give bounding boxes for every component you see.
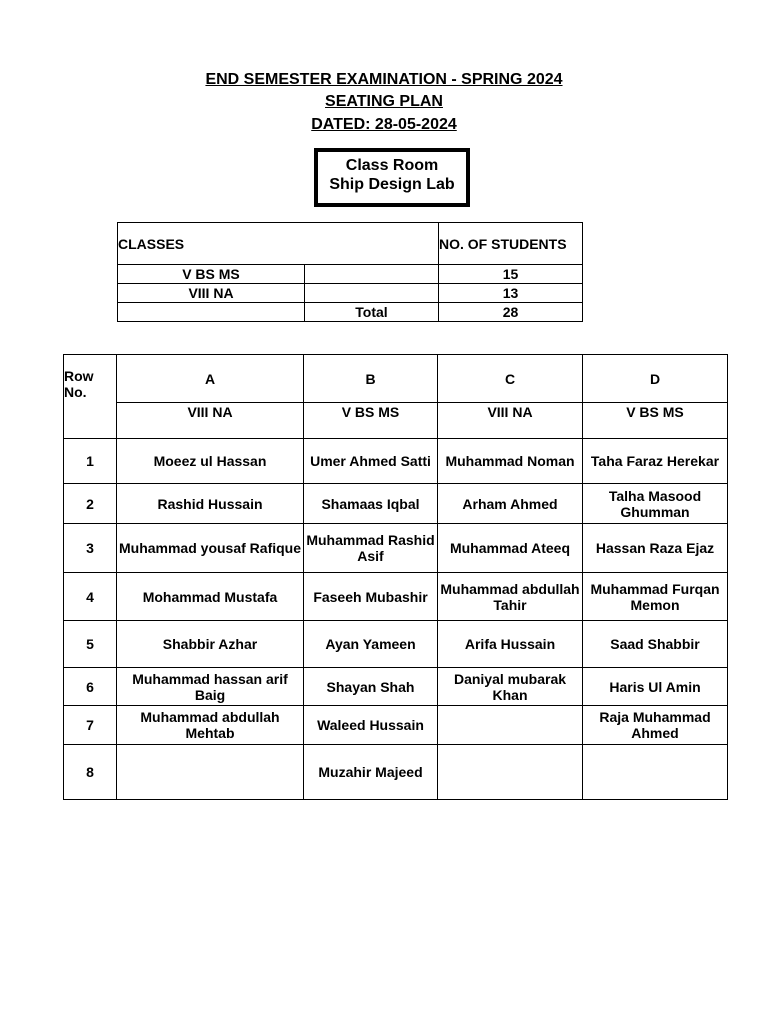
row-number: 8 <box>64 745 117 800</box>
student-cell: Hassan Raza Ejaz <box>583 524 728 573</box>
summary-count: 15 <box>439 265 583 284</box>
student-cell: Arham Ahmed <box>438 484 583 524</box>
class-summary-table <box>117 222 583 322</box>
summary-class: VIII NA <box>118 284 305 303</box>
student-cell <box>583 745 728 800</box>
student-cell: Waleed Hussain <box>304 706 438 745</box>
exam-date: DATED: 28-05-2024 <box>311 116 457 133</box>
student-cell: Raja Muhammad Ahmed <box>583 706 728 745</box>
seating-row <box>64 621 728 668</box>
column-letter: C <box>438 355 583 403</box>
row-number: 6 <box>64 668 117 706</box>
student-cell: Talha Masood Ghumman <box>583 484 728 524</box>
seating-plan-title: SEATING PLAN <box>325 93 443 110</box>
student-cell: Saad Shabbir <box>583 621 728 668</box>
student-cell: Muhammad Rashid Asif <box>304 524 438 573</box>
exam-title: END SEMESTER EXAMINATION - SPRING 2024 <box>205 71 563 88</box>
student-cell: Umer Ahmed Satti <box>304 439 438 484</box>
room-name: Ship Design Lab <box>329 176 455 193</box>
seating-row <box>64 573 728 621</box>
row-no-header: Row No. <box>64 355 117 439</box>
student-cell: Rashid Hussain <box>117 484 304 524</box>
student-cell: Muhammad Noman <box>438 439 583 484</box>
column-class: VIII NA <box>117 403 304 439</box>
student-cell: Muhammad abdullah Tahir <box>438 573 583 621</box>
student-cell <box>438 706 583 745</box>
row-number: 2 <box>64 484 117 524</box>
student-cell: Muhammad Furqan Memon <box>583 573 728 621</box>
classes-header: CLASSES <box>118 223 439 265</box>
column-letter: B <box>304 355 438 403</box>
student-cell: Daniyal mubarak Khan <box>438 668 583 706</box>
student-cell: Muhammad Ateeq <box>438 524 583 573</box>
student-cell: Haris Ul Amin <box>583 668 728 706</box>
room-label: Class Room <box>345 157 439 174</box>
student-cell: Shamaas Iqbal <box>304 484 438 524</box>
student-cell: Muhammad yousaf Rafique <box>117 524 304 573</box>
column-class: VIII NA <box>438 403 583 439</box>
summary-class: V BS MS <box>118 265 305 284</box>
student-cell: Arifa Hussain <box>438 621 583 668</box>
seating-row <box>64 745 728 800</box>
student-cell: Muzahir Majeed <box>304 745 438 800</box>
row-number: 4 <box>64 573 117 621</box>
student-cell <box>438 745 583 800</box>
student-cell: Muhammad abdullah Mehtab <box>117 706 304 745</box>
total-count: 28 <box>439 303 583 322</box>
student-cell: Moeez ul Hassan <box>117 439 304 484</box>
student-cell: Shabbir Azhar <box>117 621 304 668</box>
room-box <box>314 148 470 207</box>
student-cell: Ayan Yameen <box>304 621 438 668</box>
students-header: NO. OF STUDENTS <box>439 223 583 265</box>
seating-table <box>63 354 728 800</box>
seating-row <box>64 524 728 573</box>
row-number: 3 <box>64 524 117 573</box>
column-class: V BS MS <box>583 403 728 439</box>
student-cell <box>117 745 304 800</box>
summary-count: 13 <box>439 284 583 303</box>
student-cell: Faseeh Mubashir <box>304 573 438 621</box>
row-number: 1 <box>64 439 117 484</box>
seating-row <box>64 439 728 484</box>
student-cell: Mohammad Mustafa <box>117 573 304 621</box>
total-label: Total <box>305 303 439 322</box>
column-letter: D <box>583 355 728 403</box>
student-cell: Taha Faraz Herekar <box>583 439 728 484</box>
row-number: 7 <box>64 706 117 745</box>
seating-row <box>64 484 728 524</box>
column-class: V BS MS <box>304 403 438 439</box>
seating-row <box>64 668 728 706</box>
column-letter: A <box>117 355 304 403</box>
student-cell: Muhammad hassan arif Baig <box>117 668 304 706</box>
row-number: 5 <box>64 621 117 668</box>
student-cell: Shayan Shah <box>304 668 438 706</box>
seating-row <box>64 706 728 745</box>
